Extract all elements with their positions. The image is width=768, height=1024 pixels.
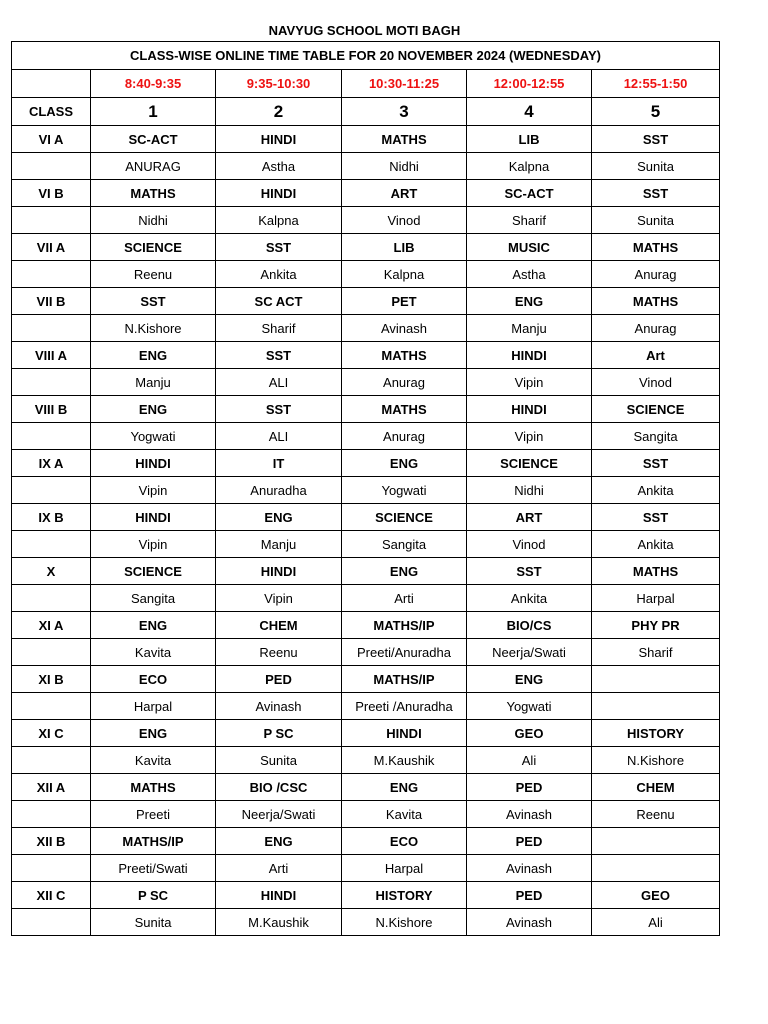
teacher-cell: Kalpna	[467, 153, 592, 180]
teacher-cell: Ali	[467, 747, 592, 774]
class-teacher-row	[12, 855, 720, 882]
period-header-5: 5	[592, 98, 720, 126]
subject-cell: GEO	[467, 720, 592, 747]
teacher-cell: N.Kishore	[342, 909, 467, 936]
subject-cell: HINDI	[216, 180, 342, 207]
class-teacher-row	[12, 153, 720, 180]
class-teacher-row	[12, 369, 720, 396]
subject-cell: SCIENCE	[91, 234, 216, 261]
class-blank-cell	[12, 207, 91, 234]
time-slot-4: 12:00-12:55	[467, 70, 592, 98]
subject-cell: SCIENCE	[467, 450, 592, 477]
teacher-cell: Ankita	[592, 531, 720, 558]
class-subject-row	[12, 828, 720, 855]
teacher-cell: Vinod	[592, 369, 720, 396]
subject-cell: MATHS	[91, 774, 216, 801]
teacher-cell: Anurag	[592, 315, 720, 342]
class-name-cell: XII A	[12, 774, 91, 801]
teacher-cell: Sharif	[467, 207, 592, 234]
subject-cell: MATHS	[342, 126, 467, 153]
teacher-cell: Vipin	[216, 585, 342, 612]
subject-cell: PED	[216, 666, 342, 693]
subject-cell: SST	[216, 234, 342, 261]
subject-cell: MUSIC	[467, 234, 592, 261]
subject-cell: HINDI	[342, 720, 467, 747]
subject-cell: MATHS/IP	[91, 828, 216, 855]
class-name-cell: IX B	[12, 504, 91, 531]
class-subject-row	[12, 882, 720, 909]
teacher-cell: Astha	[467, 261, 592, 288]
subject-cell: MATHS	[592, 558, 720, 585]
class-name-cell: X	[12, 558, 91, 585]
class-name-cell: XI A	[12, 612, 91, 639]
class-blank-cell	[12, 153, 91, 180]
teacher-cell: Nidhi	[91, 207, 216, 234]
class-blank-cell	[12, 315, 91, 342]
teacher-cell: N.Kishore	[592, 747, 720, 774]
class-name-cell: VII B	[12, 288, 91, 315]
class-subject-row	[12, 288, 720, 315]
teacher-cell: Avinash	[467, 909, 592, 936]
subject-cell: SST	[592, 450, 720, 477]
subject-cell: HINDI	[216, 558, 342, 585]
class-name-cell: VII A	[12, 234, 91, 261]
subject-cell: BIO/CS	[467, 612, 592, 639]
subject-cell: HINDI	[216, 126, 342, 153]
class-blank-cell	[12, 801, 91, 828]
period-header-1: 1	[91, 98, 216, 126]
teacher-cell: Sunita	[216, 747, 342, 774]
subject-cell: SST	[592, 180, 720, 207]
subject-cell: ENG	[467, 666, 592, 693]
class-name-cell: XI C	[12, 720, 91, 747]
class-teacher-row	[12, 261, 720, 288]
subject-cell: ENG	[216, 504, 342, 531]
class-name-cell: XII B	[12, 828, 91, 855]
class-name-cell: VIII A	[12, 342, 91, 369]
class-blank-cell	[12, 747, 91, 774]
teacher-cell: Avinash	[467, 801, 592, 828]
subject-cell: HINDI	[216, 882, 342, 909]
class-subject-row	[12, 180, 720, 207]
subject-cell: PET	[342, 288, 467, 315]
teacher-cell: Vinod	[467, 531, 592, 558]
caption-row	[12, 42, 720, 70]
teacher-cell: Avinash	[216, 693, 342, 720]
subject-cell: LIB	[467, 126, 592, 153]
subject-cell: ENG	[467, 288, 592, 315]
teacher-cell: Vipin	[467, 369, 592, 396]
subject-cell: SST	[216, 342, 342, 369]
teacher-cell: Yogwati	[342, 477, 467, 504]
class-name-cell: IX A	[12, 450, 91, 477]
subject-cell: ENG	[91, 720, 216, 747]
teacher-cell: Yogwati	[467, 693, 592, 720]
class-blank-cell	[12, 693, 91, 720]
class-teacher-row	[12, 477, 720, 504]
teacher-cell: Sangita	[91, 585, 216, 612]
subject-cell: P SC	[216, 720, 342, 747]
teacher-cell: Arti	[342, 585, 467, 612]
subject-cell: IT	[216, 450, 342, 477]
timetable	[11, 41, 720, 936]
class-subject-row	[12, 396, 720, 423]
class-teacher-row	[12, 639, 720, 666]
teacher-cell: Ankita	[592, 477, 720, 504]
time-blank-cell	[12, 70, 91, 98]
subject-cell: ENG	[342, 450, 467, 477]
school-title: NAVYUG SCHOOL MOTI BAGH	[268, 23, 461, 38]
class-teacher-row	[12, 801, 720, 828]
subject-cell: MATHS	[592, 234, 720, 261]
subject-cell: SC-ACT	[91, 126, 216, 153]
class-teacher-row	[12, 585, 720, 612]
subject-cell: HINDI	[467, 342, 592, 369]
subject-cell: P SC	[91, 882, 216, 909]
subject-cell: ART	[342, 180, 467, 207]
subject-cell: SST	[91, 288, 216, 315]
teacher-cell: Harpal	[592, 585, 720, 612]
subject-cell: ENG	[91, 342, 216, 369]
class-teacher-row	[12, 423, 720, 450]
class-subject-row	[12, 774, 720, 801]
subject-cell: PED	[467, 774, 592, 801]
subject-cell: HINDI	[467, 396, 592, 423]
class-teacher-row	[12, 909, 720, 936]
subject-cell: ART	[467, 504, 592, 531]
subject-cell: ENG	[342, 558, 467, 585]
subject-cell: SST	[592, 126, 720, 153]
teacher-cell: Sharif	[216, 315, 342, 342]
teacher-cell: Yogwati	[91, 423, 216, 450]
class-teacher-row	[12, 207, 720, 234]
class-subject-row	[12, 612, 720, 639]
teacher-cell: Astha	[216, 153, 342, 180]
teacher-cell: Vinod	[342, 207, 467, 234]
class-blank-cell	[12, 423, 91, 450]
teacher-cell: Nidhi	[467, 477, 592, 504]
class-subject-row	[12, 666, 720, 693]
teacher-cell: M.Kaushik	[216, 909, 342, 936]
header-row	[12, 98, 720, 126]
time-slot-3: 10:30-11:25	[342, 70, 467, 98]
subject-cell: CHEM	[216, 612, 342, 639]
time-slot-1: 8:40-9:35	[91, 70, 216, 98]
class-blank-cell	[12, 585, 91, 612]
subject-cell: SCIENCE	[91, 558, 216, 585]
class-subject-row	[12, 234, 720, 261]
class-name-cell: XII C	[12, 882, 91, 909]
teacher-cell: N.Kishore	[91, 315, 216, 342]
class-blank-cell	[12, 477, 91, 504]
teacher-cell: Sunita	[592, 153, 720, 180]
class-blank-cell	[12, 369, 91, 396]
teacher-cell: Preeti /Anuradha	[342, 693, 467, 720]
teacher-cell: Anuradha	[216, 477, 342, 504]
teacher-cell: Sunita	[592, 207, 720, 234]
subject-cell: ENG	[91, 612, 216, 639]
subject-cell: LIB	[342, 234, 467, 261]
teacher-cell: Preeti/Swati	[91, 855, 216, 882]
subject-cell: ENG	[91, 396, 216, 423]
teacher-cell: Kavita	[91, 747, 216, 774]
teacher-cell: Reenu	[91, 261, 216, 288]
subject-cell: SST	[216, 396, 342, 423]
subject-cell: SCIENCE	[592, 396, 720, 423]
teacher-cell: Sunita	[91, 909, 216, 936]
teacher-cell: Anurag	[342, 423, 467, 450]
period-header-2: 2	[216, 98, 342, 126]
subject-cell: PED	[467, 882, 592, 909]
teacher-cell: Neerja/Swati	[467, 639, 592, 666]
subject-cell: ENG	[342, 774, 467, 801]
teacher-cell: Kavita	[342, 801, 467, 828]
class-subject-row	[12, 450, 720, 477]
subject-cell	[592, 828, 720, 855]
class-subject-row	[12, 342, 720, 369]
teacher-cell: Nidhi	[342, 153, 467, 180]
subject-cell: MATHS	[592, 288, 720, 315]
teacher-cell: M.Kaushik	[342, 747, 467, 774]
teacher-cell	[592, 855, 720, 882]
teacher-cell: Ankita	[467, 585, 592, 612]
subject-cell: CHEM	[592, 774, 720, 801]
teacher-cell: Reenu	[216, 639, 342, 666]
subject-cell: SC ACT	[216, 288, 342, 315]
subject-cell: HINDI	[91, 504, 216, 531]
class-column-header: CLASS	[12, 98, 91, 126]
subject-cell: SST	[467, 558, 592, 585]
subject-cell: MATHS/IP	[342, 612, 467, 639]
subject-cell: BIO /CSC	[216, 774, 342, 801]
teacher-cell: Sharif	[592, 639, 720, 666]
teacher-cell: Ali	[592, 909, 720, 936]
teacher-cell: Preeti/Anuradha	[342, 639, 467, 666]
class-name-cell: VI A	[12, 126, 91, 153]
timetable-caption: CLASS-WISE ONLINE TIME TABLE FOR 20 NOVEMBER 2024 (WEDNESDAY)	[12, 42, 720, 70]
subject-cell: MATHS/IP	[342, 666, 467, 693]
teacher-cell: ANURAG	[91, 153, 216, 180]
subject-cell: PHY PR	[592, 612, 720, 639]
class-name-cell: VI B	[12, 180, 91, 207]
teacher-cell: Manju	[216, 531, 342, 558]
class-blank-cell	[12, 909, 91, 936]
subject-cell: ENG	[216, 828, 342, 855]
period-header-4: 4	[467, 98, 592, 126]
teacher-cell: Manju	[467, 315, 592, 342]
class-blank-cell	[12, 639, 91, 666]
subject-cell: MATHS	[342, 342, 467, 369]
class-subject-row	[12, 720, 720, 747]
subject-cell	[592, 666, 720, 693]
teacher-cell: Vipin	[467, 423, 592, 450]
class-blank-cell	[12, 531, 91, 558]
subject-cell: ECO	[91, 666, 216, 693]
teacher-cell: Manju	[91, 369, 216, 396]
class-subject-row	[12, 558, 720, 585]
teacher-cell: ALI	[216, 423, 342, 450]
class-teacher-row	[12, 747, 720, 774]
subject-cell: SC-ACT	[467, 180, 592, 207]
teacher-cell: Sangita	[342, 531, 467, 558]
subject-cell: HISTORY	[592, 720, 720, 747]
time-slot-2: 9:35-10:30	[216, 70, 342, 98]
class-blank-cell	[12, 855, 91, 882]
teacher-cell	[592, 693, 720, 720]
subject-cell: MATHS	[91, 180, 216, 207]
teacher-cell: Avinash	[342, 315, 467, 342]
teacher-cell: Vipin	[91, 531, 216, 558]
teacher-cell: Vipin	[91, 477, 216, 504]
subject-cell: Art	[592, 342, 720, 369]
class-name-cell: VIII B	[12, 396, 91, 423]
class-name-cell: XI B	[12, 666, 91, 693]
subject-cell: HISTORY	[342, 882, 467, 909]
class-teacher-row	[12, 693, 720, 720]
teacher-cell: Harpal	[91, 693, 216, 720]
class-teacher-row	[12, 315, 720, 342]
teacher-cell: Arti	[216, 855, 342, 882]
subject-cell: PED	[467, 828, 592, 855]
subject-cell: MATHS	[342, 396, 467, 423]
teacher-cell: Anurag	[342, 369, 467, 396]
teacher-cell: ALI	[216, 369, 342, 396]
teacher-cell: Ankita	[216, 261, 342, 288]
teacher-cell: Anurag	[592, 261, 720, 288]
teacher-cell: Harpal	[342, 855, 467, 882]
teacher-cell: Sangita	[592, 423, 720, 450]
teacher-cell: Neerja/Swati	[216, 801, 342, 828]
class-blank-cell	[12, 261, 91, 288]
subject-cell: GEO	[592, 882, 720, 909]
subject-cell: ECO	[342, 828, 467, 855]
teacher-cell: Kavita	[91, 639, 216, 666]
teacher-cell: Kalpna	[216, 207, 342, 234]
class-subject-row	[12, 126, 720, 153]
teacher-cell: Preeti	[91, 801, 216, 828]
subject-cell: HINDI	[91, 450, 216, 477]
teacher-cell: Avinash	[467, 855, 592, 882]
teacher-cell: Reenu	[592, 801, 720, 828]
class-subject-row	[12, 504, 720, 531]
time-row	[12, 70, 720, 98]
teacher-cell: Kalpna	[342, 261, 467, 288]
subject-cell: SST	[592, 504, 720, 531]
time-slot-5: 12:55-1:50	[592, 70, 720, 98]
subject-cell: SCIENCE	[342, 504, 467, 531]
class-teacher-row	[12, 531, 720, 558]
period-header-3: 3	[342, 98, 467, 126]
